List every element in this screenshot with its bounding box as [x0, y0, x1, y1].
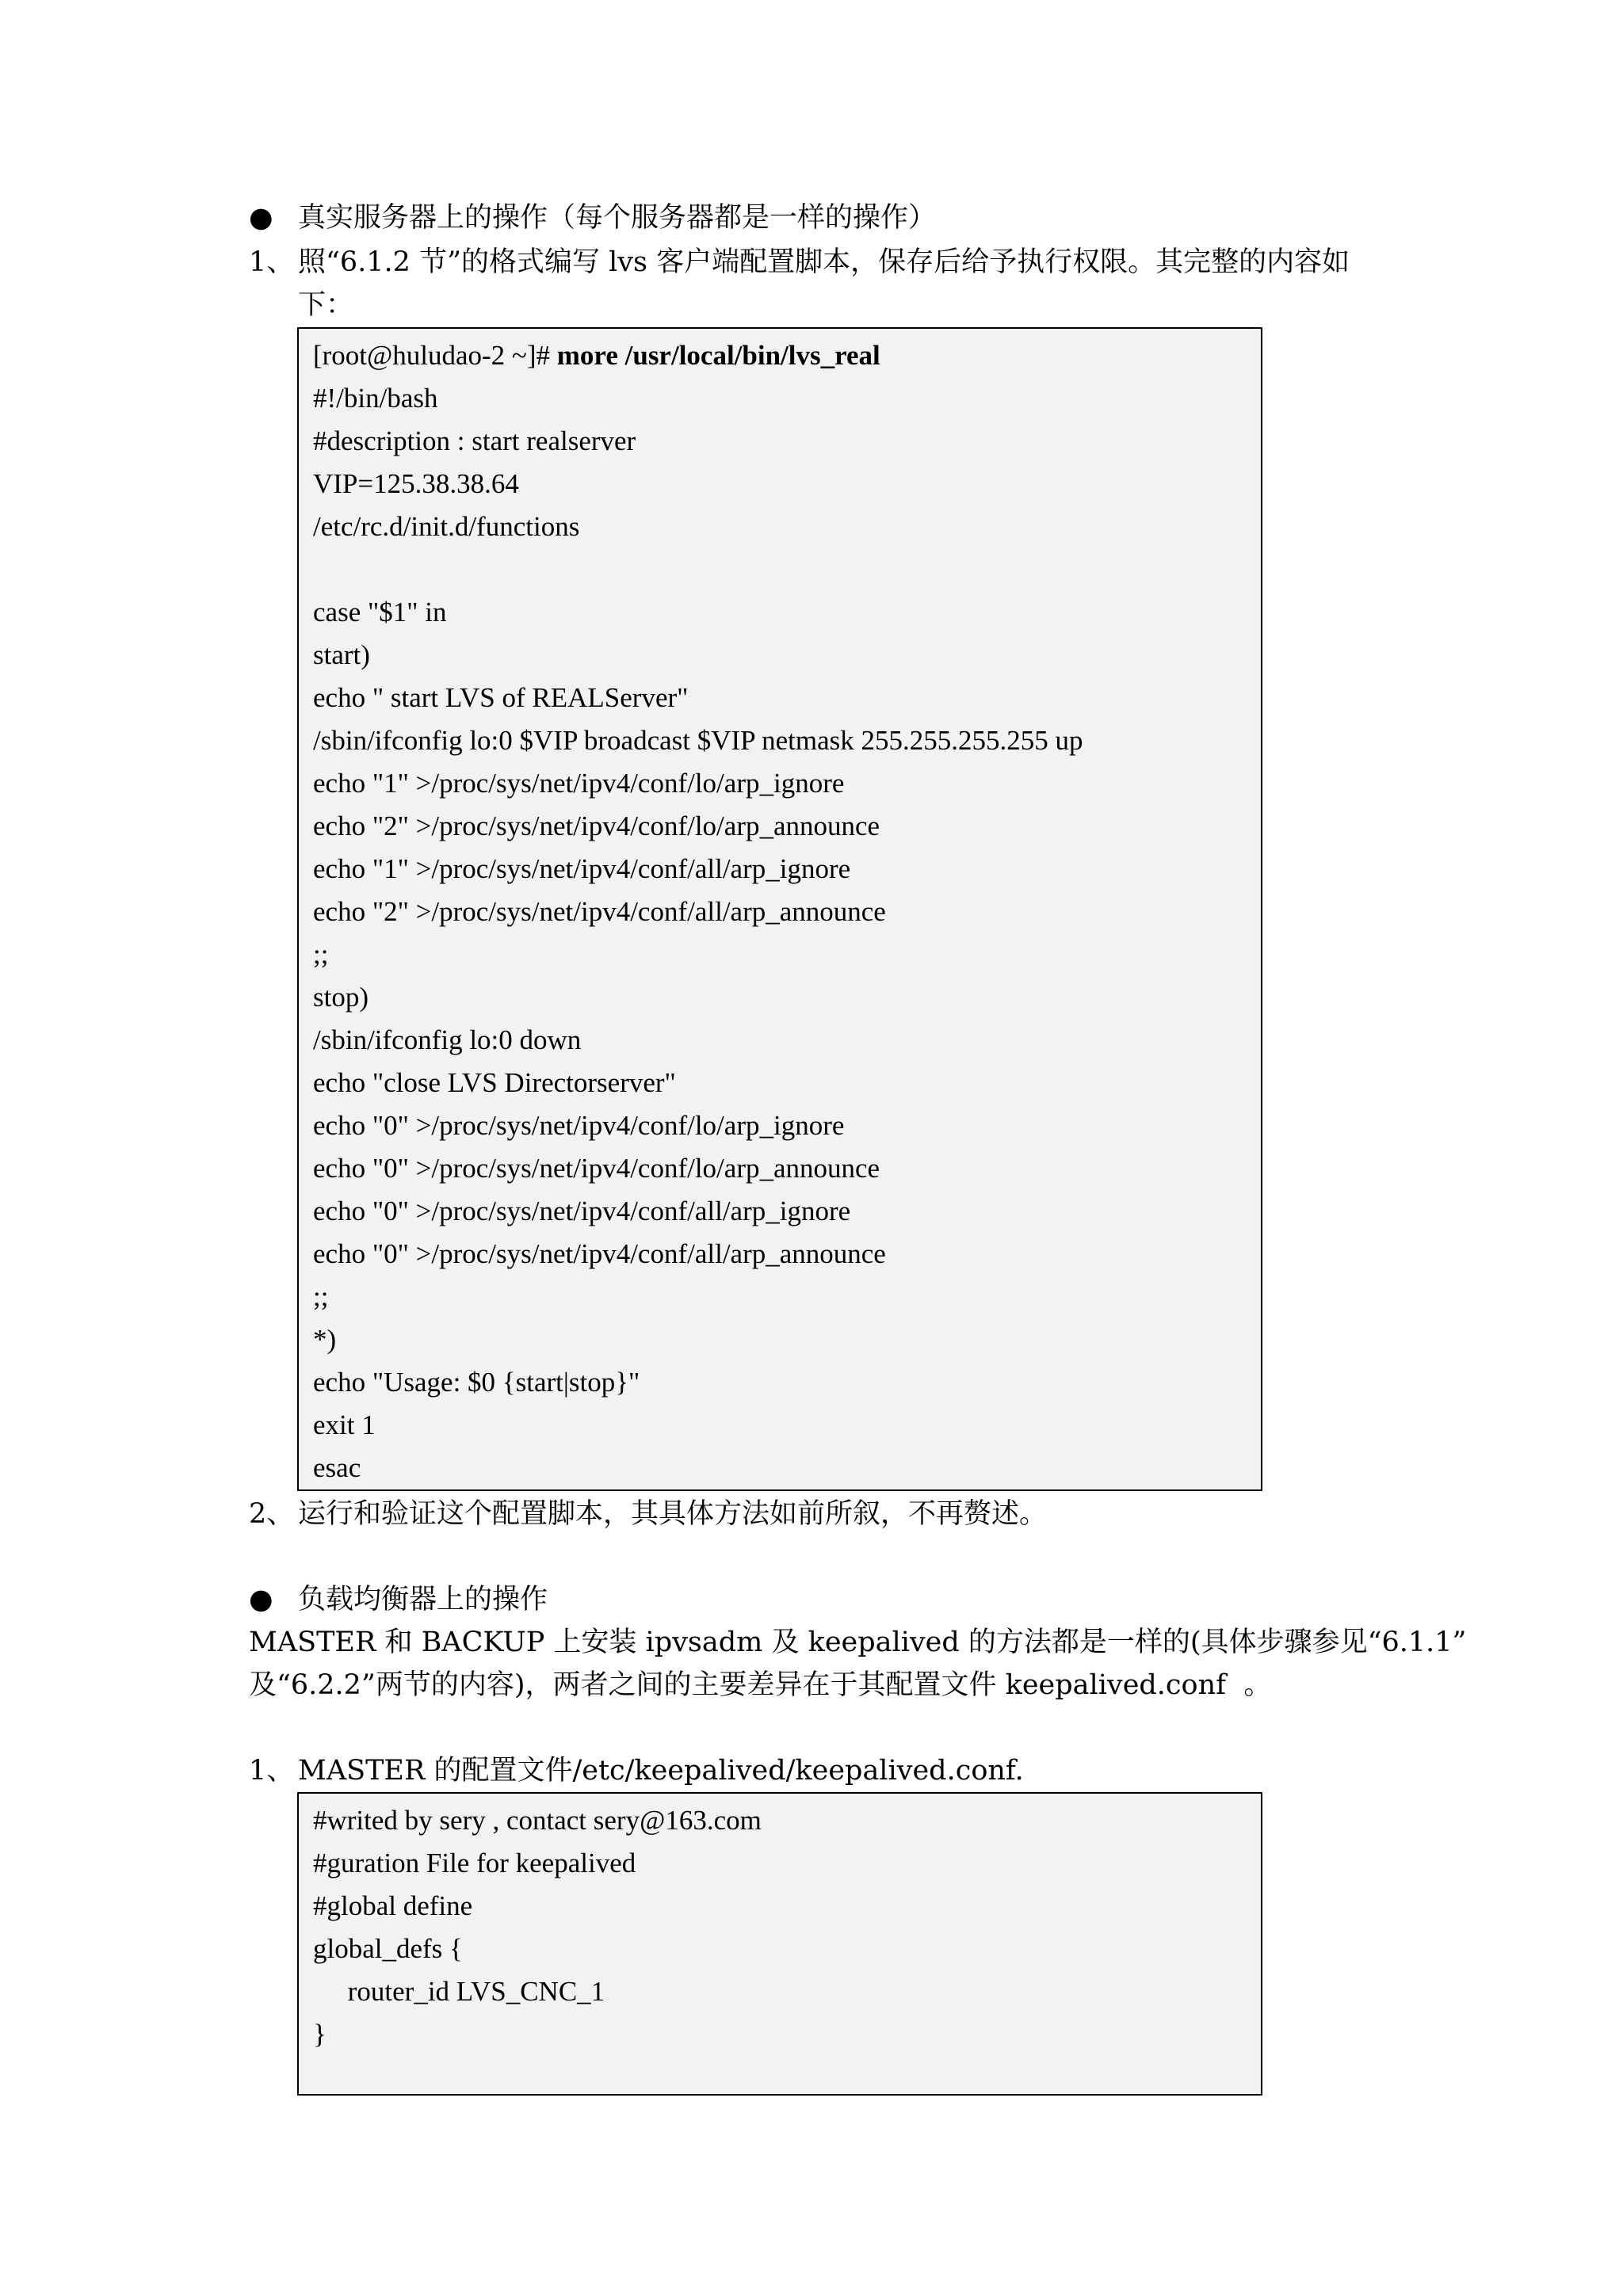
code-line: echo "1" >/proc/sys/net/ipv4/conf/lo/arp_ignore — [313, 768, 845, 799]
code-line: ;; — [313, 1281, 329, 1312]
code-line: start) — [313, 639, 370, 670]
code-line: /sbin/ifconfig lo:0 down — [313, 1024, 582, 1055]
step-1-continuation: 下： — [298, 289, 354, 321]
step-text: 运行和验证这个配置脚本，其具体方法如前所叙，不再赘述。 — [298, 1498, 1048, 1530]
code-line: case "$1" in — [313, 597, 447, 627]
install-paragraph-line-2: 及“6.2.2”两节的内容)，两者之间的主要差异在于其配置文件 keepalived.conf 。 — [249, 1669, 1272, 1701]
step-text: 照“6.1.2 节”的格式编写 lvs 客户端配置脚本，保存后给予执行权限。其完整的内容如 — [298, 246, 1350, 278]
section-real-server-heading — [249, 196, 936, 239]
code-line — [313, 548, 1261, 591]
code-line: VIP=125.38.38.64 — [313, 468, 519, 499]
step-text: MASTER 的配置文件/etc/keepalived/keepalived.conf. — [298, 1755, 1024, 1787]
code-line: echo " start LVS of REALServer" — [313, 682, 689, 713]
code-line: echo "close LVS Directorserver" — [313, 1067, 676, 1098]
code-line: echo "1" >/proc/sys/net/ipv4/conf/all/arp_ignore — [313, 853, 851, 884]
master-config-step — [249, 1749, 1024, 1792]
heading-text: 负载均衡器上的操作 — [298, 1584, 548, 1615]
heading-text: 真实服务器上的操作（每个服务器都是一样的操作） — [298, 202, 937, 234]
step-number: 1、 — [249, 246, 295, 278]
code-line: echo "2" >/proc/sys/net/ipv4/conf/all/arp_announce — [313, 896, 886, 927]
code-line: echo "0" >/proc/sys/net/ipv4/conf/all/arp_ignore — [313, 1196, 851, 1226]
code-line-command — [313, 334, 1261, 377]
shell-prompt: [root@huludao-2 ~]# — [313, 340, 557, 371]
step-2-paragraph — [249, 1493, 1047, 1535]
code-line: *) — [313, 1324, 337, 1355]
install-paragraph-line-1: MASTER 和 BACKUP 上安装 ipvsadm 及 keepalived 的方法都是一样的(具体步骤参见“6.1.1” — [249, 1627, 1467, 1658]
shell-command: more /usr/local/bin/lvs_real — [556, 340, 880, 371]
code-line: global_defs { — [313, 1933, 463, 1964]
code-line: echo "0" >/proc/sys/net/ipv4/conf/lo/arp_announce — [313, 1153, 880, 1184]
bullet-icon: ● — [249, 1584, 273, 1615]
code-line: } — [313, 2019, 327, 2050]
code-line: /sbin/ifconfig lo:0 $VIP broadcast $VIP netmask 255.255.255.255 up — [313, 725, 1083, 756]
config-code-block — [297, 1792, 1262, 2096]
code-line: stop) — [313, 982, 369, 1013]
code-line: #guration File for keepalived — [313, 1848, 636, 1878]
code-line: router_id LVS_CNC_1 — [313, 1976, 605, 2007]
code-line: ;; — [313, 939, 329, 970]
code-line: exit 1 — [313, 1409, 376, 1440]
code-line: echo "Usage: $0 {start|stop}" — [313, 1367, 640, 1398]
step-1-paragraph — [249, 241, 1350, 284]
script-code-block — [297, 327, 1262, 1491]
code-line: echo "0" >/proc/sys/net/ipv4/conf/all/arp_announce — [313, 1238, 886, 1269]
code-line: /etc/rc.d/init.d/functions — [313, 511, 580, 542]
code-line: #global define — [313, 1890, 473, 1921]
bullet-icon: ● — [249, 202, 273, 234]
code-line: esac — [313, 1452, 361, 1483]
code-line — [313, 2056, 1261, 2099]
code-line: #writed by sery , contact sery@163.com — [313, 1805, 762, 1836]
code-line: #description : start realserver — [313, 425, 636, 456]
step-number: 1、 — [249, 1755, 295, 1787]
code-line: echo "0" >/proc/sys/net/ipv4/conf/lo/arp_ignore — [313, 1110, 845, 1141]
code-line: #!/bin/bash — [313, 383, 438, 414]
step-number: 2、 — [249, 1498, 295, 1530]
section-load-balancer-heading — [249, 1578, 548, 1621]
code-line: echo "2" >/proc/sys/net/ipv4/conf/lo/arp_announce — [313, 810, 880, 841]
